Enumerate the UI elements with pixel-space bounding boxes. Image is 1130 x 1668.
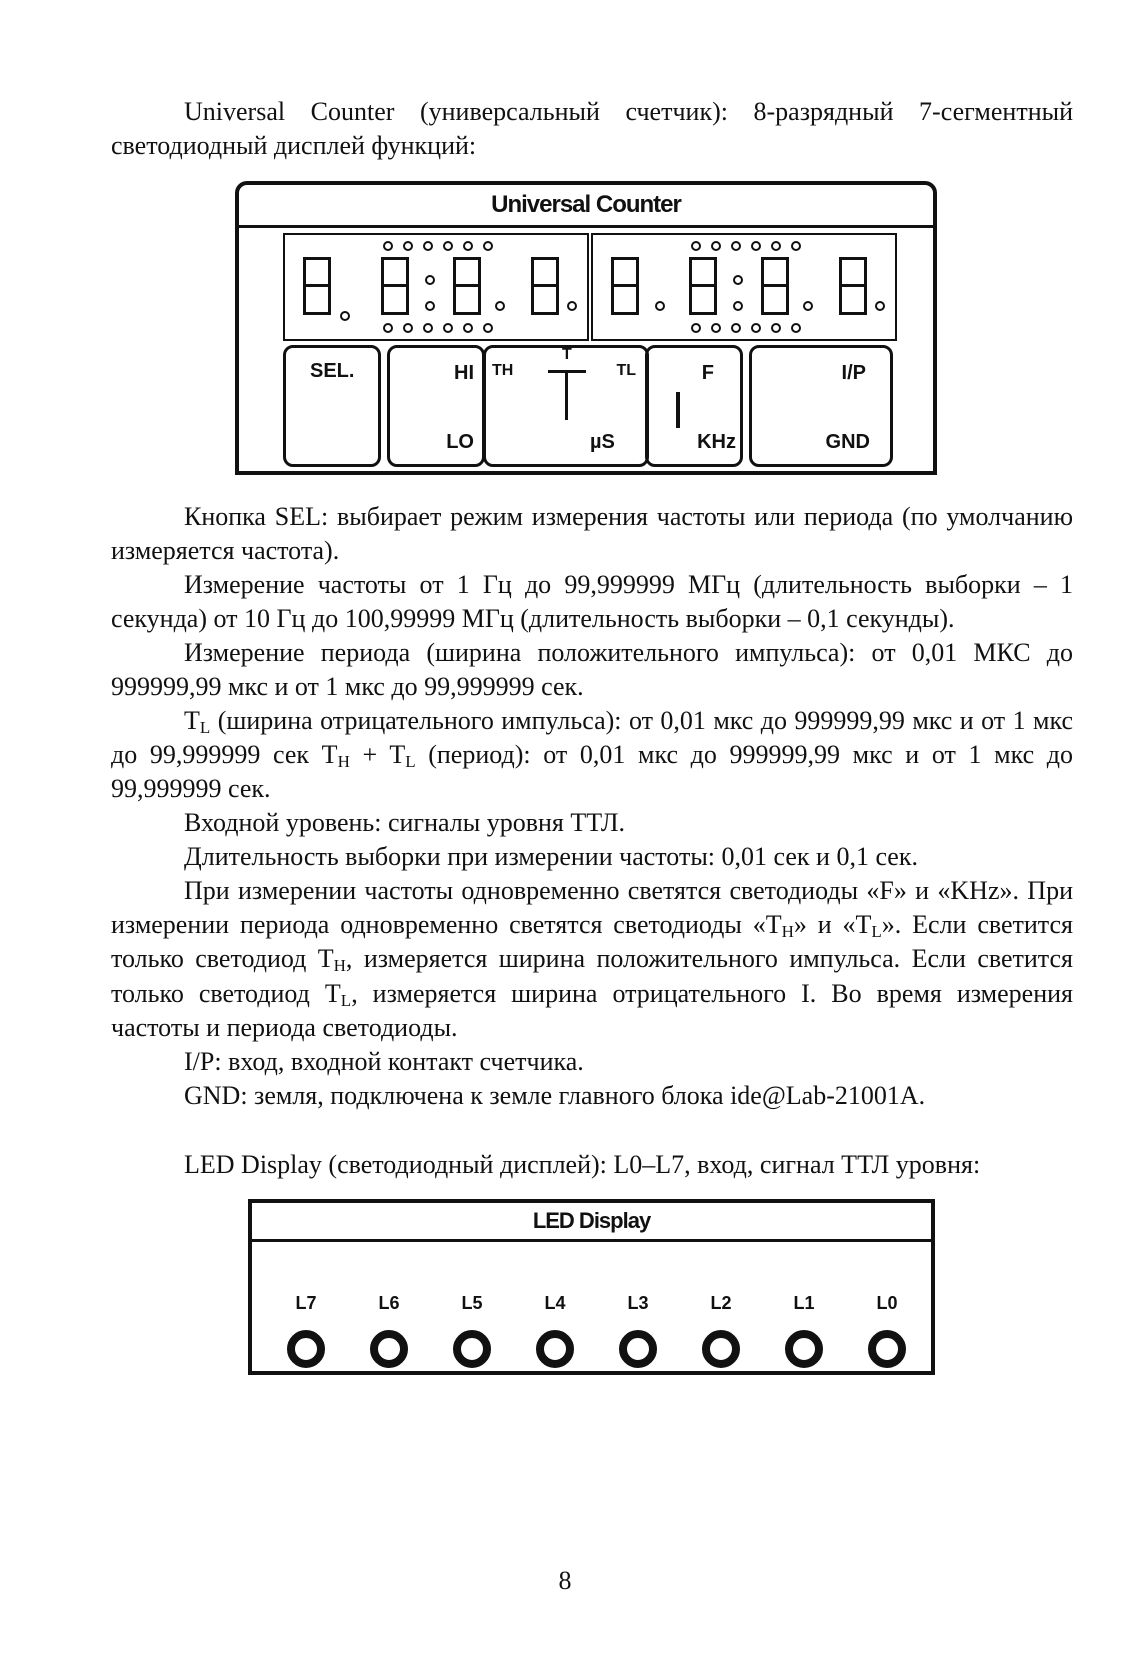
- led-display-paragraph: LED Display (светодиодный дисплей): L0–L7, вход, сигнал ТТЛ уровня:: [184, 1150, 981, 1179]
- th-label: TH: [492, 362, 514, 379]
- led-jack[interactable]: [287, 1330, 325, 1368]
- display-bank-left: [283, 233, 589, 341]
- indicator-dot: [751, 241, 761, 251]
- decimal-point: [567, 301, 577, 311]
- indicator-dot: [423, 241, 433, 251]
- indicator-dot: [711, 323, 721, 333]
- hi-label: HI: [454, 362, 474, 384]
- indicator-dot: [443, 323, 453, 333]
- sel-paragraph: Кнопка SEL: выбирает режим измерения частоты или периода (по умолчанию измеряется частота).: [111, 502, 1073, 566]
- indicator-dot: [731, 323, 741, 333]
- led-display-title: LED Display: [252, 1203, 931, 1242]
- decimal-point: [495, 301, 505, 311]
- input-terminal[interactable]: [749, 345, 893, 467]
- indicator-dot: [751, 323, 761, 333]
- led-display-panel: [248, 1199, 935, 1375]
- led-jack[interactable]: [868, 1330, 906, 1368]
- indicator-dot: [483, 323, 493, 333]
- decimal-point: [340, 311, 350, 321]
- colon-dot: [425, 301, 435, 311]
- ip-label: I/P: [841, 362, 866, 384]
- led-label: L2: [710, 1293, 732, 1313]
- led-jack[interactable]: [619, 1330, 657, 1368]
- colon-dot: [733, 301, 743, 311]
- colon-dot: [425, 275, 435, 285]
- indicator-dot: [483, 241, 493, 251]
- led-label: L1: [793, 1293, 815, 1313]
- led-jack[interactable]: [370, 1330, 408, 1368]
- khz-label: KHz: [697, 431, 736, 453]
- led-label: L7: [295, 1293, 317, 1313]
- seven-seg-digit: [761, 257, 789, 315]
- indicator-dot: [771, 323, 781, 333]
- lo-label: LO: [446, 431, 474, 453]
- seven-seg-digit: [381, 257, 409, 315]
- intro-paragraph: Universal Counter (универсальный счетчик): 8-разрядный 7-сегментный светодиодный дисплей функций:: [111, 97, 1073, 161]
- led-behavior-paragraph: При измерении частоты одновременно светятся светодиоды «F» и «KHz». При измерении периода одновременно светятся светодиоды «$T_H$» и «$T_L$». Если светится только светодиод $T_H$, измеряется ширина положительного импульса. Если светится только светодиод $T_L$, измеряется ширина отрицательного I. Во время измерения частоты и периода светодиоды.: [111, 876, 1073, 1042]
- indicator-dot: [463, 323, 473, 333]
- page-number: 8: [558, 1566, 572, 1595]
- led-label: L6: [378, 1293, 400, 1313]
- indicator-dot: [443, 241, 453, 251]
- freq-paragraph: Измерение частоты от 1 Гц до 99,999999 МГц (длительность выборки – 1 секунда) от 10 Гц до 100,99999 МГц (длительность выборки – 0,1 секунды).: [111, 570, 1073, 634]
- indicator-dot: [383, 323, 393, 333]
- period-button[interactable]: [483, 345, 649, 467]
- indicator-dot: [403, 323, 413, 333]
- led-jack[interactable]: [536, 1330, 574, 1368]
- indicator-dot: [423, 323, 433, 333]
- seven-seg-digit: [531, 257, 559, 315]
- led-jack[interactable]: [702, 1330, 740, 1368]
- led-jack[interactable]: [453, 1330, 491, 1368]
- display-bank-right: [591, 233, 897, 341]
- led-label: L0: [876, 1293, 898, 1313]
- f-label: F: [701, 362, 714, 384]
- us-label: µS: [590, 431, 615, 453]
- universal-counter-panel: [235, 181, 937, 475]
- colon-dot: [733, 275, 743, 285]
- indicator-dot: [403, 241, 413, 251]
- led-jack[interactable]: [785, 1330, 823, 1368]
- sel-label: SEL.: [310, 360, 355, 382]
- indicator-dot: [383, 241, 393, 251]
- indicator-dot: [791, 323, 801, 333]
- t-label: T: [562, 346, 572, 363]
- led-label: L5: [461, 1293, 483, 1313]
- seven-seg-digit: [839, 257, 867, 315]
- seven-seg-digit: [689, 257, 717, 315]
- indicator-dot: [731, 241, 741, 251]
- led-label: L4: [544, 1293, 566, 1313]
- tl-label: TL: [616, 362, 636, 379]
- indicator-dot: [711, 241, 721, 251]
- freq-led-bar: [676, 392, 680, 428]
- seven-seg-digit: [453, 257, 481, 315]
- sample-paragraph: Длительность выборки при измерении частоты: 0,01 сек и 0,1 сек.: [184, 842, 918, 871]
- counter-title: Universal Counter: [239, 185, 933, 228]
- seven-seg-digit: [303, 257, 331, 315]
- indicator-dot: [771, 241, 781, 251]
- tl-paragraph: $T_L$ (ширина отрицательного импульса): от 0,01 мкс до 999999,99 мкс и от 1 мкс до 99,999999 сек $T_H + T_L$ (период): от 0,01 мкс до 999999,99 мкс и от 1 мкс до 99,999999 сек.: [111, 706, 1074, 804]
- gnd-paragraph: GND: земля, подключена к земле главного блока ide@Lab-21001A.: [184, 1081, 926, 1110]
- hi-lo-button[interactable]: [387, 345, 485, 467]
- indicator-dot: [463, 241, 473, 251]
- freq-button[interactable]: [645, 345, 743, 467]
- decimal-point: [803, 301, 813, 311]
- sel-button[interactable]: [283, 345, 381, 467]
- t-stem: [565, 370, 568, 420]
- input-level-paragraph: Входной уровень: сигналы уровня ТТЛ.: [184, 808, 625, 837]
- indicator-dot: [791, 241, 801, 251]
- led-label: L3: [627, 1293, 649, 1313]
- ip-paragraph: I/P: вход, входной контакт счетчика.: [184, 1047, 584, 1076]
- indicator-dot: [691, 241, 701, 251]
- indicator-dot: [691, 323, 701, 333]
- gnd-label: GND: [825, 431, 870, 453]
- seven-seg-digit: [611, 257, 639, 315]
- decimal-point: [875, 301, 885, 311]
- decimal-point: [655, 301, 665, 311]
- period-paragraph: Измерение периода (ширина положительного импульса): от 0,01 МКС до 999999,99 мкс и от 1 мкс до 99,999999 сек.: [111, 638, 1073, 702]
